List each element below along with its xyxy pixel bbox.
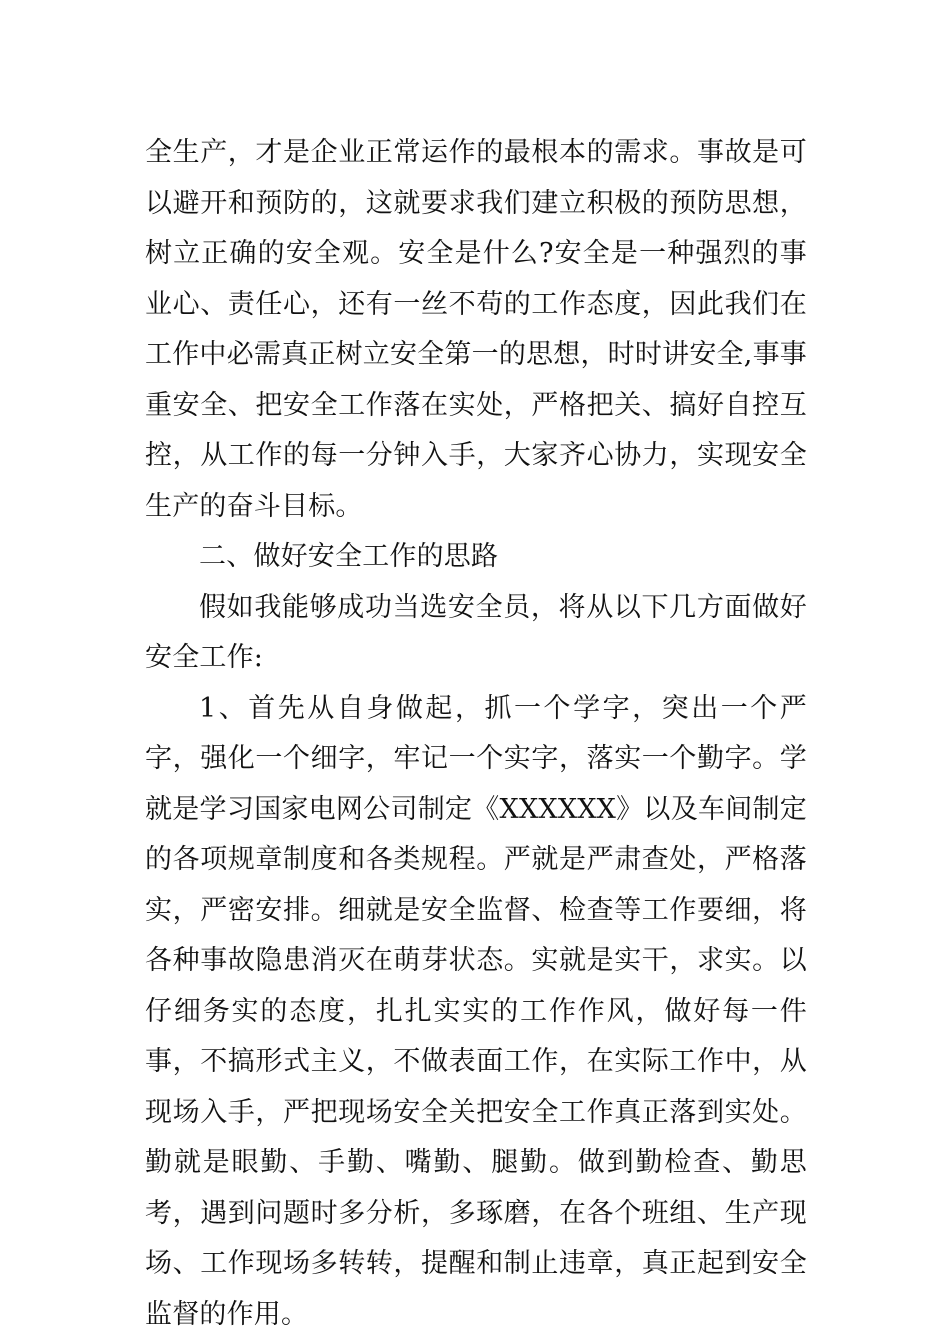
paragraph-safety-intro: 全生产，才是企业正常运作的最根本的需求。事故是可以避开和预防的，这就要求我们建立积极的预防思想，树立正确的安全观。安全是什么?安全是一种强烈的事业心、责任心，还有一丝不苟的工作态度，因此我们在工作中必需真正树立安全第一的思想，时时讲安全,事事重安全、把安全工作落在实处，严格把关、搞好自控互控，从工作的每一分钟入手，大家齐心协力，实现安全生产的奋斗目标。 — [145, 137, 807, 522]
document-page — [145, 128, 807, 1340]
paragraph-candidacy-statement: 假如我能够成功当选安全员，将从以下几方面做好安全工作: — [145, 591, 807, 673]
paragraph-point-one: 1、首先从自身做起，抓一个学字，突出一个严字，强化一个细字，牢记一个实字，落实一个勤字。学就是学习国家电网公司制定《XXXXXX》以及车间制定的各项规章制度和各类规程。严就是严肃查处，严格落实，严密安排。细就是安全监督、检查等工作要细，将各种事故隐患消灭在萌芽状态。实就是实干，求实。以仔细务实的态度，扎扎实实的工作作风，做好每一件事，不搞形式主义，不做表面工作，在实际工作中，从现场入手，严把现场安全关把安全工作真正落到实处。勤就是眼勤、手勤、嘴勤、腿勤。做到勤检查、勤思考，遇到问题时多分析，多琢磨，在各个班组、生产现场、工作现场多转转，提醒和制止违章，真正起到安全监督的作用。 — [145, 692, 807, 1330]
section-heading-work-approach: 二、做好安全工作的思路 — [199, 541, 499, 572]
